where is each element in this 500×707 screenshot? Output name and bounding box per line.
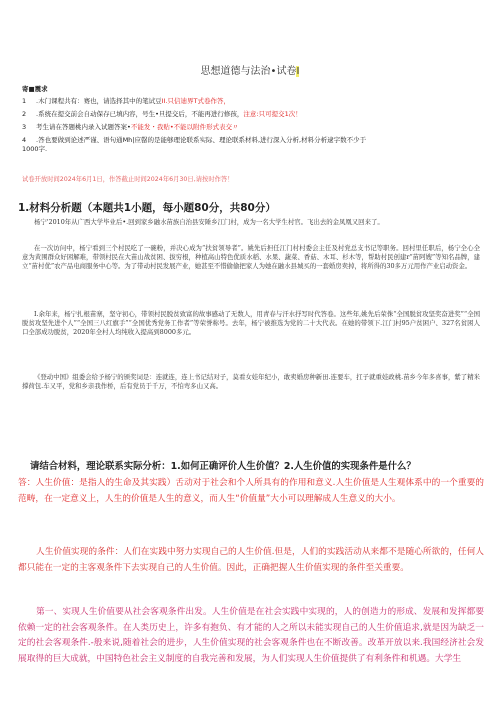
section-title: 1.材料分析题（本题共1小题，每小题80分，共80分） [18,202,276,214]
question-text: 请结合材料，理论联系实际分析：1.如何正确评价人生价值？2.人生价值的实现条件是什么？ [30,461,416,472]
material-paragraph-1: 杨宁'2010年从广西大学毕业后•.回到家乡融水苗族自治县安陲乡江门村，成为一名大学生村官。飞出去的金凤凰又回来了。 [34,218,384,226]
exam-title [0,62,500,77]
deadline-warning: 试卷开放时间2024年6月1日，作答截止时间2024年6月30日,请按时作答！ [22,176,234,183]
notice-emphasis: 注意:只可提交1次！ [243,110,302,118]
notice-emphasis: II.只信迪界T式卷作答， [161,97,230,105]
notice-emphasis: 不能发・我贴•不能以附件形式表交〃 [130,123,239,131]
material-paragraph-3: I.余年来，杨宁扎根苗寨，坚守初心，带领村民脱贫致富的故事感动了无数人，用青春与汗水抒写时代答卷。这些年,姚先后荣侏“全国脱贫攻坚奖奋进奖”“全国脱贫攻坚先进个人”“全国三八红旗手”“全国优秀党务工作者”等荣誉称号。去年，杨宁被推选为党的二十大代表。在她的带领下.江门村95户贫困户、327名贫困人口全部成功脱贫，2020年全村人均纯收入提高到8000多元。 [22,310,480,337]
notice-text: .木门课程共有：赛也，请选择其中的笔试豆 [36,97,162,105]
notice-heading: 寄■震求 [22,85,48,93]
notice-item-3 [22,123,482,132]
notice-item-4 [22,136,482,154]
notice-text-cont: 1000字. [22,145,48,153]
answer-paragraph-3[interactable]: 第一、实现人生价值要从社会客观条件出发。人生价值是在社会实践中实现的，人的创造力的形成、发展和发挥都要依赖一定的社会客观条件。在人类历史上，许多有抱负、有才能的人之所以未能实现自己的人生价值追求,就是因为缺乏一定的社会客观条件.-般来说,随着社会的进步，人生价值实现的社会客观条件也在不断改善。改革开放以来.我国经济社会发展取得的巨大成就，中国特色社会主义制度的自我完善和发展，为人们实现人生价值提供了有利条件和机遇。大学生 [18,607,484,664]
notice-number: 3 [22,123,27,131]
material-paragraph-2: 在一次访问中，杨宁看到三个村民吃了一碗粉，并决心成为“扶贫领导者”。姚先后担任江门村村委会主任及村党总支书记等职务。回村里任职后，杨宁全心全意为黄围群众好困解难，带领村民在大苗山战贫困、拔穷根，种植高山特色优质水稻、水果、蔬菜、香菇、木耳、杉木等，帮助村民创建r“苗阿嫂”等知名品牌，建立“苗村优”农产品电商服务中心等。为了带动村民发展产业，她甚至不惜偷偷把家人为她在融水县城买的一套婚房卖掉，将所得的30多万元用作产业启动资金。 [22,244,480,271]
notice-item-2 [22,110,482,119]
answer-paragraph-2[interactable]: 人生价值实现的条件：人们在实践中努力实现自己的人生价值.但是，人们的实践活动从来都不是随心所欲的，任何人都只能在一定的主客观条件下去实现自己的人生价值。因此，正确把握人生价值实现的条件至关重要。 [18,547,484,573]
answer-paragraph-1[interactable]: 答：人生价值：是指人的生命及其实践）舌动对于社会和个人所具有的作用和意义.人生价值是人生观体系中的一个重要的范畴，在一定意义上，人生的价值是人生的意义，而人生“价值量”大小可以理解成人生意义的大小。 [18,478,484,504]
notice-item-1 [22,97,482,106]
notice-text: .答也要做到论述严谨、语句通Mh|应罄的是能够理论联系实际、理论联系材料,进行深入分析,材料分析逮字数不少于 [36,136,367,144]
notice-text: .系统在提交前会自动保存已填内容，号生•旦提交后，不能再进行修孩， [36,110,244,118]
title-text: 思想道德与法治•试卷 [200,66,297,77]
notice-text: 考生请在答题桃内录入试题答案• [36,123,131,131]
notice-number: 4 [22,136,27,144]
title-mark: I [296,66,300,77]
notice-number: 1 [22,97,27,105]
material-paragraph-4: 《登动中国》组委会给予杨宁的颁奖词是：连就连，连上书记结对子，莫看女娃年纪小，敢卖婚房种新田.连要车，扛子就重娃政桃.苗乡今年多喜事，紫了精米撑荷包.车又平，党和乡亲我作桥，后有党员于千万，不怕弯多山又高。 [22,373,480,391]
notice-number: 2 [22,110,27,118]
